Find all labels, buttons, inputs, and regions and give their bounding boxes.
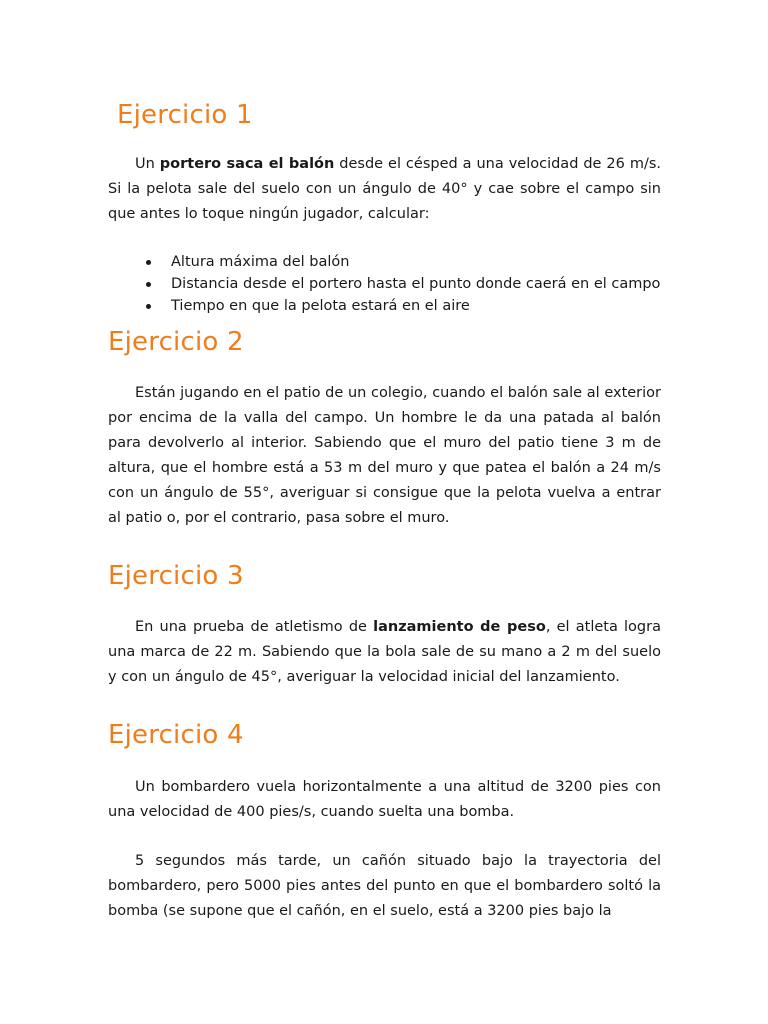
exercise-2-title: Ejercicio 2 <box>108 327 244 357</box>
exercise-3-text-run-2: , el atleta logra una marca de 22 m. Sabiendo que la bola sale de su mano a 2 m del suelo y con un ángulo de 45°, averiguar la velocidad inicial del lanzamiento. <box>108 619 661 685</box>
exercise-4-paragraph-2 <box>108 849 661 924</box>
bullet-text: Altura máxima del balón <box>171 254 350 270</box>
exercise-4-title: Ejercicio 4 <box>108 720 244 750</box>
list-item <box>108 295 661 317</box>
exercise-2-paragraph <box>108 381 661 531</box>
exercise-4-text-1: Un bombardero vuela horizontalmente a una altitud de 3200 pies con una velocidad de 400 pies/s, cuando suelta una bomba. <box>108 779 661 820</box>
exercise-1-text-run-1: Un <box>135 156 160 172</box>
exercise-1-title: Ejercicio 1 <box>117 100 253 130</box>
exercise-1-bold-term: portero saca el balón <box>159 156 335 172</box>
exercise-4-text-2: 5 segundos más tarde, un cañón situado bajo la trayectoria del bombardero, pero 5000 pies antes del punto en que el bombardero soltó la bomba (se supone que el cañón, en el suelo, está a 3200 pies bajo la <box>108 853 661 919</box>
exercise-2-text: Están jugando en el patio de un colegio, cuando el balón sale al exterior por encima de la valla del campo. Un hombre le da una patada al balón para devolverlo al interior. Sabiendo que el muro del patio tiene 3 m de altura, que el hombre está a 53 m del muro y que patea el balón a 24 m/s con un ángulo de 55°, averiguar si consigue que la pelota vuelva a entrar al patio o, por el contrario, pasa sobre el muro. <box>108 385 661 526</box>
exercise-3-bold-term: lanzamiento de peso <box>373 619 546 635</box>
bullet-text: Distancia desde el portero hasta el punto donde caerá en el campo <box>171 276 661 292</box>
bullet-dot-icon <box>146 304 151 309</box>
exercise-4-paragraph-1 <box>108 775 661 825</box>
exercise-1-paragraph <box>108 152 661 227</box>
bullet-dot-icon <box>146 260 151 265</box>
exercise-3-title: Ejercicio 3 <box>108 561 244 591</box>
list-item <box>108 251 661 273</box>
exercise-1-bullet-list <box>108 251 661 317</box>
list-item <box>108 273 661 295</box>
bullet-dot-icon <box>146 282 151 287</box>
bullet-text: Tiempo en que la pelota estará en el aire <box>171 298 470 314</box>
exercise-1-text-run-2: desde el césped a una velocidad de 26 m/s. Si la pelota sale del suelo con un ángulo de 40° y cae sobre el campo sin que antes lo toque ningún jugador, calcular: <box>108 156 661 222</box>
exercise-3-text-run-1: En una prueba de atletismo de <box>135 619 374 635</box>
exercise-3-paragraph <box>108 615 661 690</box>
